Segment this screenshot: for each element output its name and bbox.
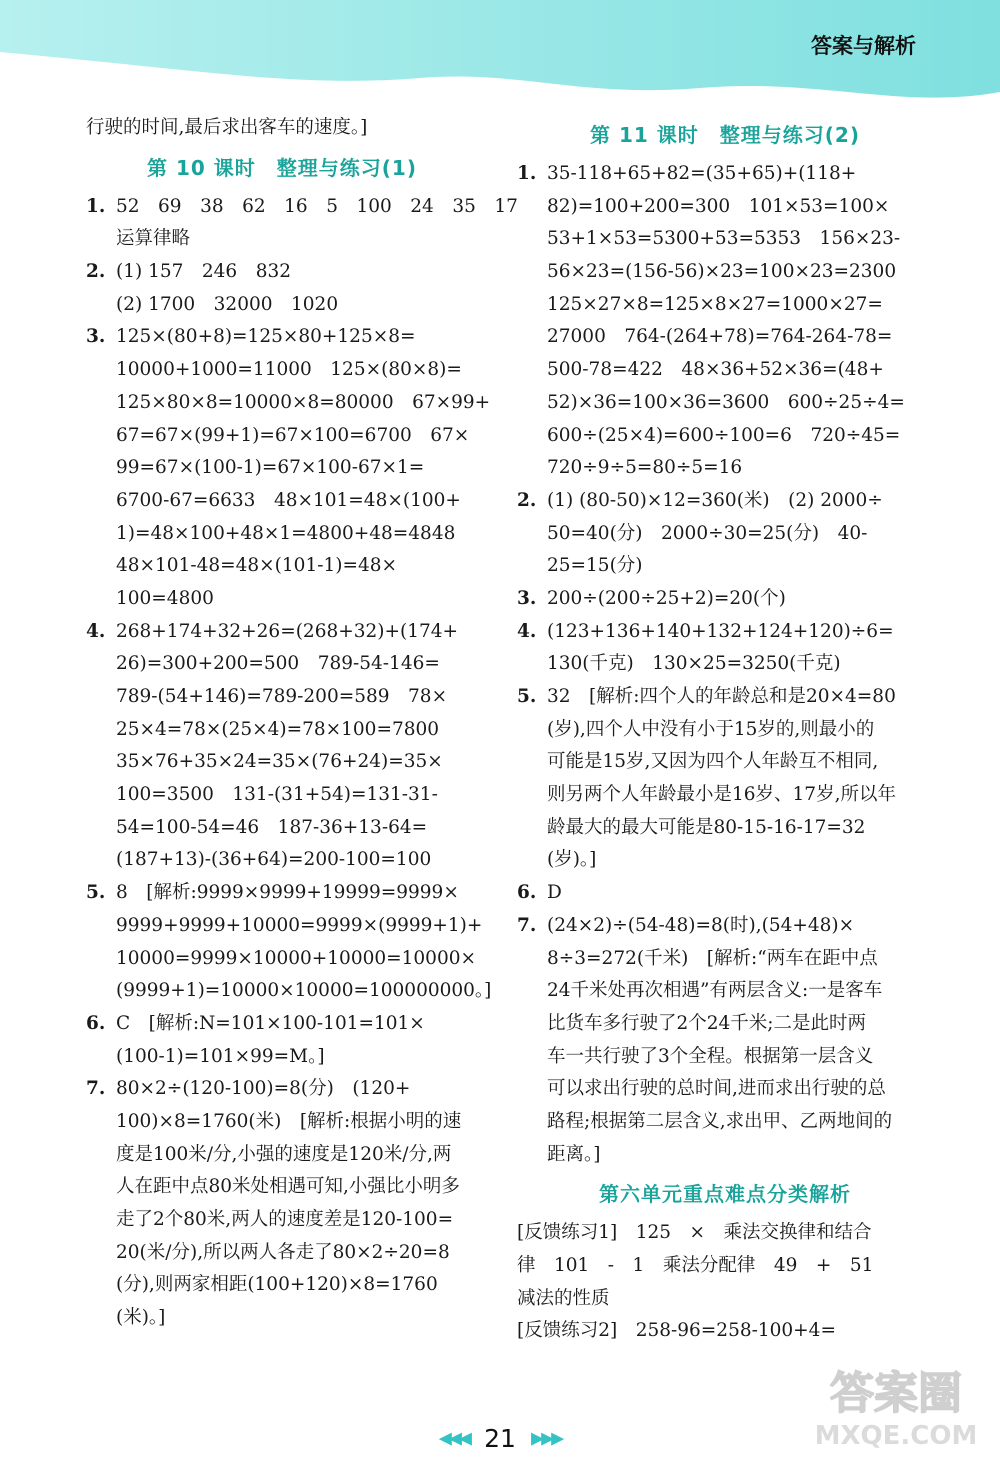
answer-line: 可能是15岁,又因为四个人年龄互不相同, bbox=[547, 751, 879, 773]
section-title: 第 11 课时 整理与练习(2) bbox=[590, 123, 860, 147]
answer-item bbox=[86, 616, 478, 878]
svg-text:答案圈: 答案圈 bbox=[830, 1368, 962, 1419]
answer-line: C [解析:N=101×100-101=101× bbox=[116, 1012, 425, 1034]
item-number: 3. bbox=[86, 326, 106, 348]
answer-line: (100-1)=101×99=M。] bbox=[116, 1045, 325, 1067]
header-title: 答案与解析 bbox=[811, 34, 916, 58]
answer-line: (1) (80-50)×12=360(米) (2) 2000÷ bbox=[547, 489, 883, 511]
answer-line: (9999+1)=10000×10000=100000000。] bbox=[116, 980, 492, 1002]
answer-line: 80×2÷(120-100)=8(分) (120+ bbox=[116, 1078, 411, 1100]
item-number: 2. bbox=[86, 261, 106, 283]
answer-line: 268+174+32+26=(268+32)+(174+ bbox=[116, 620, 459, 642]
answer-item bbox=[517, 583, 933, 616]
item-number: 1. bbox=[86, 195, 106, 217]
answer-item bbox=[517, 616, 933, 681]
item-number: 7. bbox=[86, 1078, 106, 1100]
answer-line: 54=100-54=46 187-36+13-64= bbox=[116, 816, 428, 838]
answer-line: 100)×8=1760(米) [解析:根据小明的速 bbox=[116, 1110, 462, 1132]
answer-line: 200÷(200÷25+2)=20(个) bbox=[547, 587, 786, 609]
answer-item bbox=[86, 1073, 478, 1335]
answer-line: 100=4800 bbox=[116, 587, 214, 609]
item-number: 7. bbox=[517, 914, 537, 936]
answer-line: (1) 157 246 832 bbox=[116, 261, 292, 283]
answer-line: 27000 764-(264+78)=764-264-78= bbox=[547, 326, 893, 348]
answer-line: 路程;根据第二层含义,求出甲、乙两地间的 bbox=[547, 1110, 893, 1132]
answer-line: (24×2)÷(54-48)=8(时),(54+48)× bbox=[547, 914, 855, 936]
answer-line: 720÷9÷5=80÷5=16 bbox=[547, 457, 743, 479]
answer-line: (岁),四个人中没有小于15岁的,则最小的 bbox=[547, 718, 875, 740]
left-arrows-icon: ◀◀◀ bbox=[438, 1428, 469, 1449]
answer-line: (米)。] bbox=[116, 1307, 166, 1329]
answer-line: 125×(80+8)=125×80+125×8= bbox=[116, 326, 416, 348]
answer-line: 10000=9999×10000+10000=10000× bbox=[116, 947, 476, 969]
answer-line: 32 [解析:四个人的年龄总和是20×4=80 bbox=[547, 686, 896, 707]
answer-line: 25×4=78×(25×4)=78×100=7800 bbox=[116, 718, 440, 740]
right-column bbox=[517, 112, 933, 1348]
answer-line: 100=3500 131-(31+54)=131-31- bbox=[116, 784, 438, 806]
item-number: 1. bbox=[517, 163, 537, 184]
answer-line: 8÷3=272(千米) [解析:“两车在距中点 bbox=[547, 947, 878, 969]
answer-line: 可以求出行驶的总时间,进而求出行驶的总 bbox=[547, 1078, 886, 1100]
answer-line: 龄最大的最大可能是80-15-16-17=32 bbox=[547, 816, 866, 838]
left-column bbox=[86, 112, 518, 1335]
answer-line: 500-78=422 48×36+52×36=(48+ bbox=[547, 359, 884, 381]
answer-item bbox=[86, 321, 491, 615]
answer-line: 52)×36=100×36=3600 600÷25÷4= bbox=[547, 391, 905, 413]
answer-line: 125×27×8=125×8×27=1000×27= bbox=[547, 293, 883, 315]
answer-line: (分),则两家相距(100+120)×8=1760 bbox=[116, 1274, 438, 1296]
item-number: 3. bbox=[517, 587, 537, 609]
answer-item bbox=[86, 191, 518, 256]
answer-line: (岁)。] bbox=[547, 849, 597, 871]
answer-line: 52 69 38 62 16 5 100 24 35 17 bbox=[116, 195, 518, 217]
text-line: [反馈练习2] 258-96=258-100+4= bbox=[517, 1320, 836, 1342]
answer-item bbox=[517, 910, 933, 1172]
answer-line: 比货车多行驶了2个24千米;二是此时两 bbox=[547, 1012, 867, 1034]
answer-line: (2) 1700 32000 1020 bbox=[116, 293, 339, 315]
answer-line: 25=15(分) bbox=[547, 555, 643, 577]
answer-line: 人在距中点80米处相遇可知,小强比小明多 bbox=[116, 1176, 460, 1198]
answer-line: 130(千克) 130×25=3250(千克) bbox=[547, 653, 841, 675]
item-number: 5. bbox=[86, 882, 106, 904]
page-number: 21 bbox=[484, 1424, 516, 1453]
answer-line: 运算律略 bbox=[116, 228, 191, 250]
answer-line: 26)=300+200=500 789-54-146= bbox=[116, 653, 440, 675]
answer-line: 20(米/分),所以两人各走了80×2÷20=8 bbox=[116, 1241, 450, 1263]
watermark-logo bbox=[803, 1352, 989, 1456]
svg-text:MXQE.COM: MXQE.COM bbox=[814, 1421, 978, 1451]
answer-line: 10000+1000=11000 125×(80×8)= bbox=[116, 359, 462, 381]
section-title: 第 10 课时 整理与练习(1) bbox=[147, 155, 417, 180]
answer-line: D bbox=[547, 882, 562, 904]
text-line: 律 101 - 1 乘法分配律 49 + 51 bbox=[517, 1255, 874, 1276]
item-number: 2. bbox=[517, 489, 537, 511]
answer-line: 6700-67=6633 48×101=48×(100+ bbox=[116, 489, 461, 511]
answer-line: 则另两个人年龄最小是16岁、17岁,所以年 bbox=[547, 784, 896, 806]
item-number: 4. bbox=[517, 620, 537, 642]
answer-line: 48×101-48=48×(101-1)=48× bbox=[116, 555, 397, 577]
answer-line: 1)=48×100+48×1=4800+48=4848 bbox=[116, 522, 456, 544]
answer-item bbox=[86, 1008, 478, 1073]
answer-line: 99=67×(100-1)=67×100-67×1= bbox=[116, 457, 425, 479]
item-number: 5. bbox=[517, 686, 537, 707]
answer-line: 600÷(25×4)=600÷100=6 720÷45= bbox=[547, 424, 901, 446]
answer-item bbox=[86, 877, 492, 1008]
answer-item bbox=[517, 877, 933, 910]
answer-item bbox=[86, 256, 478, 321]
answer-line: (187+13)-(36+64)=200-100=100 bbox=[116, 849, 432, 871]
answer-item bbox=[517, 681, 933, 877]
answer-line: 125×80×8=10000×8=80000 67×99+ bbox=[116, 391, 491, 413]
answer-line: 24千米处再次相遇”有两层含义:一是客车 bbox=[547, 980, 883, 1002]
text-line: [反馈练习1] 125 × 乘法交换律和结合 bbox=[517, 1222, 872, 1244]
answer-line: 35×76+35×24=35×(76+24)=35× bbox=[116, 751, 443, 773]
answer-line: 82)=100+200=300 101×53=100× bbox=[547, 195, 890, 217]
answer-line: 8 [解析:9999×9999+19999=9999× bbox=[116, 882, 459, 904]
answer-line: 789-(54+146)=789-200=589 78× bbox=[116, 686, 448, 707]
answer-item bbox=[517, 158, 933, 485]
answer-line: 度是100米/分,小强的速度是120米/分,两 bbox=[116, 1143, 452, 1165]
answer-line: 67=67×(99+1)=67×100=6700 67× bbox=[116, 424, 470, 446]
right-arrows-icon: ▶▶▶ bbox=[531, 1428, 562, 1449]
answer-line: 50=40(分) 2000÷30=25(分) 40- bbox=[547, 522, 868, 544]
answer-item bbox=[517, 485, 933, 583]
item-number: 6. bbox=[86, 1012, 106, 1034]
item-number: 4. bbox=[86, 620, 106, 642]
answer-line: 35-118+65+82=(35+65)+(118+ bbox=[547, 163, 857, 184]
answer-line: 53+1×53=5300+53=5353 156×23- bbox=[547, 228, 901, 250]
item-number: 6. bbox=[517, 882, 537, 904]
answer-line: 车一共行驶了3个全程。根据第一层含义 bbox=[547, 1045, 874, 1067]
section-title: 第六单元重点难点分类解析 bbox=[599, 1182, 851, 1207]
text-line: 减法的性质 bbox=[517, 1287, 610, 1309]
answer-line: 9999+9999+10000=9999×(9999+1)+ bbox=[116, 914, 483, 936]
text-line: 行驶的时间,最后求出客车的速度。] bbox=[86, 117, 368, 138]
answer-line: 56×23=(156-56)×23=100×23=2300 bbox=[547, 261, 897, 283]
answer-line: 距离。] bbox=[547, 1143, 601, 1165]
answer-line: (123+136+140+132+124+120)÷6= bbox=[547, 620, 894, 642]
answer-line: 走了2个80米,两人的速度差是120-100= bbox=[116, 1209, 454, 1230]
